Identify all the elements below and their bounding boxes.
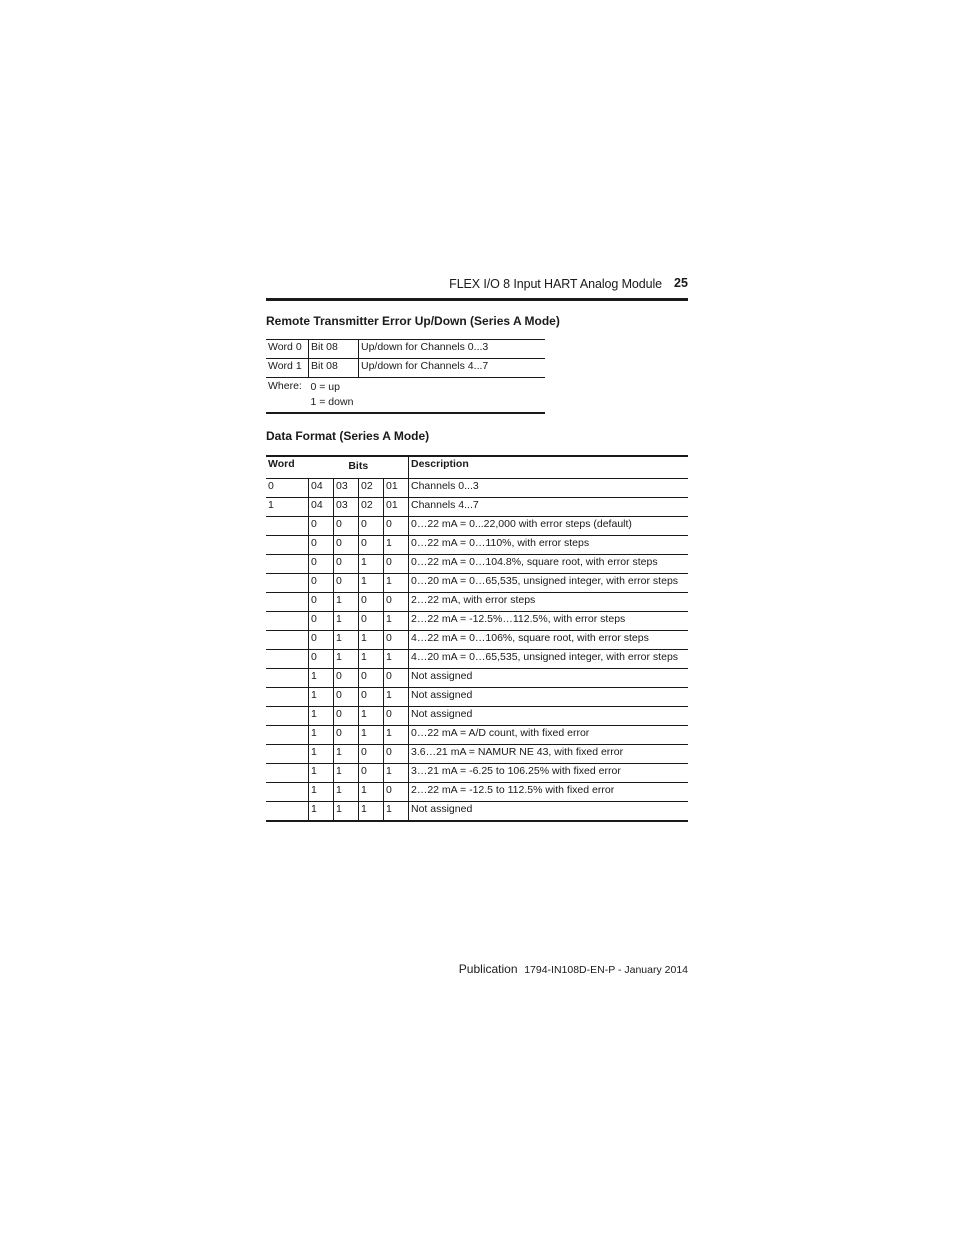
word-cell xyxy=(266,726,309,745)
bit-cell: 04 xyxy=(309,479,334,498)
word-cell xyxy=(266,764,309,783)
footer-label: Publication xyxy=(458,962,518,976)
bit-cell: 0 xyxy=(359,612,384,631)
description-cell: Not assigned xyxy=(409,802,689,822)
bit-cell: 1 xyxy=(359,707,384,726)
where-row xyxy=(266,378,545,414)
description-cell: 0…20 mA = 0…65,535, unsigned integer, with error steps xyxy=(409,574,689,593)
bit-cell: 1 xyxy=(359,802,384,822)
bit-cell: 0 xyxy=(384,517,409,536)
section-title-error-up-down: Remote Transmitter Error Up/Down (Series A Mode) xyxy=(266,314,560,328)
bit-cell: 1 xyxy=(359,574,384,593)
table-row xyxy=(266,688,688,707)
bit-cell: 0 xyxy=(359,517,384,536)
bit-cell: 1 xyxy=(309,688,334,707)
description-cell: 2…22 mA = -12.5%…112.5%, with error steps xyxy=(409,612,689,631)
table-row xyxy=(266,340,545,359)
bit-cell: 1 xyxy=(359,555,384,574)
word-cell xyxy=(266,650,309,669)
bit-cell: 0 xyxy=(384,745,409,764)
table-row xyxy=(266,593,688,612)
table-row xyxy=(266,498,688,517)
word-header: Word xyxy=(266,456,309,479)
table-row xyxy=(266,669,688,688)
table-row xyxy=(266,612,688,631)
bit-cell: 1 xyxy=(384,726,409,745)
bit-cell: 1 xyxy=(309,802,334,822)
bit-cell: 0 xyxy=(384,669,409,688)
word-cell xyxy=(266,593,309,612)
description-header: Description xyxy=(409,456,689,479)
bit-cell: 0 xyxy=(384,707,409,726)
bit-cell: 1 xyxy=(359,650,384,669)
bit-cell: 1 xyxy=(384,612,409,631)
description-cell: 0…22 mA = A/D count, with fixed error xyxy=(409,726,689,745)
word-cell xyxy=(266,631,309,650)
word-cell xyxy=(266,555,309,574)
bit-cell: 1 xyxy=(334,783,359,802)
bit-cell: 1 xyxy=(384,764,409,783)
bit-cell: 1 xyxy=(359,631,384,650)
word-cell xyxy=(266,536,309,555)
bit-cell: 1 xyxy=(309,783,334,802)
footer xyxy=(459,962,688,976)
table-row xyxy=(266,517,688,536)
bit-cell: 0 xyxy=(309,555,334,574)
bit-cell: 1 xyxy=(309,707,334,726)
bit-cell: 0 xyxy=(384,631,409,650)
page-number: 25 xyxy=(674,276,688,290)
bit-cell: 0 xyxy=(359,688,384,707)
table-header-row xyxy=(266,456,688,479)
bit-cell: 0 xyxy=(334,536,359,555)
word-cell xyxy=(266,783,309,802)
table-row xyxy=(266,359,545,378)
description-cell: 4…22 mA = 0…106%, square root, with error steps xyxy=(409,631,689,650)
table-row xyxy=(266,555,688,574)
bit-cell: 0 xyxy=(359,745,384,764)
bit-cell: 1 xyxy=(384,688,409,707)
description-cell: 0…22 mA = 0…110%, with error steps xyxy=(409,536,689,555)
bit-cell: 1 xyxy=(384,802,409,822)
table-row xyxy=(266,650,688,669)
description-cell: 3.6…21 mA = NAMUR NE 43, with fixed error xyxy=(409,745,689,764)
bit-cell: 1 xyxy=(334,631,359,650)
bit-cell: 03 xyxy=(334,479,359,498)
bit-cell: 0 xyxy=(359,764,384,783)
bit-cell: 1 xyxy=(334,802,359,822)
bit-cell: Bit 08 xyxy=(309,340,359,359)
data-format-table xyxy=(266,455,688,822)
bit-cell: 0 xyxy=(334,574,359,593)
bit-cell: 01 xyxy=(384,479,409,498)
bit-cell: 04 xyxy=(309,498,334,517)
bit-cell: 0 xyxy=(309,536,334,555)
bit-cell: 1 xyxy=(309,745,334,764)
description-cell: Not assigned xyxy=(409,688,689,707)
bit-cell: 0 xyxy=(334,555,359,574)
word-cell: 0 xyxy=(266,479,309,498)
bit-cell: 0 xyxy=(334,669,359,688)
bit-cell: 0 xyxy=(359,593,384,612)
bit-cell: 0 xyxy=(334,707,359,726)
bit-cell: 0 xyxy=(309,650,334,669)
word-cell: Word 1 xyxy=(266,359,309,378)
bit-cell: 02 xyxy=(359,479,384,498)
table-row xyxy=(266,479,688,498)
word-cell xyxy=(266,669,309,688)
description-cell: Not assigned xyxy=(409,669,689,688)
section-title-data-format: Data Format (Series A Mode) xyxy=(266,429,430,443)
bit-cell: 01 xyxy=(384,498,409,517)
bit-cell: 0 xyxy=(309,517,334,536)
bit-cell: 1 xyxy=(334,612,359,631)
bit-cell: 0 xyxy=(334,517,359,536)
word-cell xyxy=(266,707,309,726)
description-cell: 4…20 mA = 0…65,535, unsigned integer, with error steps xyxy=(409,650,689,669)
bit-cell: 1 xyxy=(384,536,409,555)
bit-cell: 1 xyxy=(334,593,359,612)
description-cell: Up/down for Channels 4...7 xyxy=(359,359,546,378)
bit-cell: 1 xyxy=(384,650,409,669)
bit-cell: 1 xyxy=(359,726,384,745)
bit-cell: 0 xyxy=(384,783,409,802)
word-cell xyxy=(266,745,309,764)
description-cell: 0…22 mA = 0...22,000 with error steps (default) xyxy=(409,517,689,536)
bit-cell: 0 xyxy=(309,631,334,650)
bit-cell: 0 xyxy=(384,555,409,574)
bit-cell: 1 xyxy=(309,669,334,688)
description-cell: Up/down for Channels 0...3 xyxy=(359,340,546,359)
table-row xyxy=(266,574,688,593)
table-row xyxy=(266,726,688,745)
bit-cell: 1 xyxy=(309,764,334,783)
description-cell: Channels 4...7 xyxy=(409,498,689,517)
description-cell: Not assigned xyxy=(409,707,689,726)
table-row xyxy=(266,802,688,822)
error-up-down-table xyxy=(266,339,545,414)
bit-cell: 02 xyxy=(359,498,384,517)
bit-cell: 03 xyxy=(334,498,359,517)
bit-cell: 0 xyxy=(334,688,359,707)
word-cell xyxy=(266,517,309,536)
where-values xyxy=(309,378,546,414)
word-cell xyxy=(266,802,309,822)
header-rule xyxy=(266,298,688,301)
word-cell: Word 0 xyxy=(266,340,309,359)
description-cell: Channels 0...3 xyxy=(409,479,689,498)
bits-header: Bits xyxy=(309,456,409,479)
bit-cell: 0 xyxy=(359,669,384,688)
running-header: FLEX I/O 8 Input HART Analog Module xyxy=(449,277,662,291)
where-down: 1 = down xyxy=(310,396,354,408)
where-up: 0 = up xyxy=(310,381,340,393)
bit-cell: 0 xyxy=(309,612,334,631)
table-row xyxy=(266,745,688,764)
description-cell: 2…22 mA, with error steps xyxy=(409,593,689,612)
table-row xyxy=(266,631,688,650)
table-row xyxy=(266,783,688,802)
bit-cell: 1 xyxy=(359,783,384,802)
table-row xyxy=(266,707,688,726)
word-cell: 1 xyxy=(266,498,309,517)
bit-cell: 0 xyxy=(384,593,409,612)
bit-cell: 0 xyxy=(309,574,334,593)
bit-cell: 1 xyxy=(384,574,409,593)
word-cell xyxy=(266,688,309,707)
bit-cell: 1 xyxy=(334,745,359,764)
table-row xyxy=(266,764,688,783)
bit-cell: 1 xyxy=(334,764,359,783)
bit-cell: Bit 08 xyxy=(309,359,359,378)
publication-id: 1794-IN108D-EN-P - January 2014 xyxy=(524,964,688,976)
word-cell xyxy=(266,612,309,631)
where-label: Where: xyxy=(266,378,309,414)
description-cell: 3…21 mA = -6.25 to 106.25% with fixed error xyxy=(409,764,689,783)
word-cell xyxy=(266,574,309,593)
bit-cell: 1 xyxy=(334,650,359,669)
bit-cell: 0 xyxy=(359,536,384,555)
description-cell: 0…22 mA = 0…104.8%, square root, with error steps xyxy=(409,555,689,574)
bit-cell: 0 xyxy=(309,593,334,612)
bit-cell: 0 xyxy=(334,726,359,745)
bit-cell: 1 xyxy=(309,726,334,745)
table-row xyxy=(266,536,688,555)
description-cell: 2…22 mA = -12.5 to 112.5% with fixed error xyxy=(409,783,689,802)
